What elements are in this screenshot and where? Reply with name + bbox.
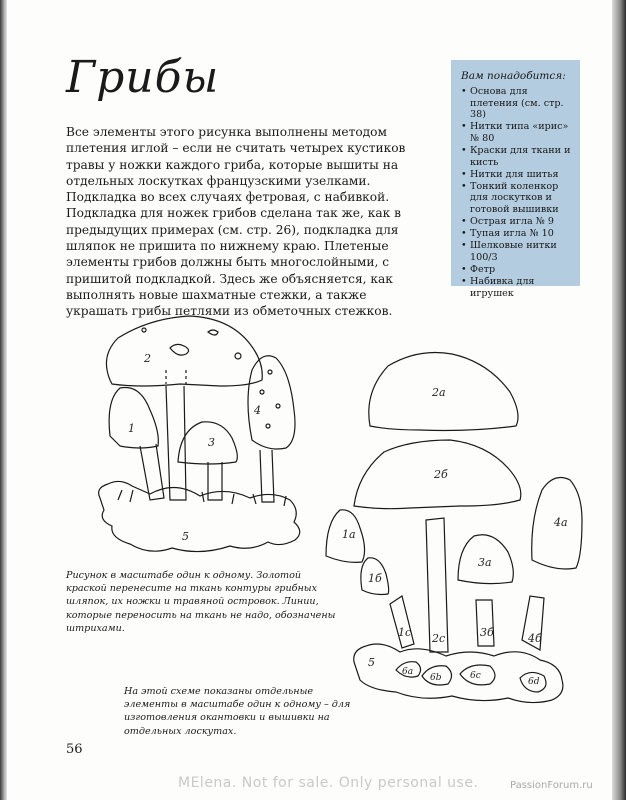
materials-item: • Краски для ткани и кисть bbox=[470, 145, 574, 168]
piece-label-6d: 6d bbox=[528, 677, 540, 687]
piece-label-4a: 4a bbox=[554, 516, 568, 529]
materials-item: • Фетр bbox=[470, 264, 574, 276]
piece-1c bbox=[390, 596, 414, 648]
assembled-label-3: 3 bbox=[208, 436, 215, 449]
piece-label-6b: 6b bbox=[430, 673, 442, 683]
piece-label-3b: 3б bbox=[480, 626, 494, 639]
piece-label-2b: 2б bbox=[434, 468, 448, 481]
piece-label-5: 5 bbox=[368, 656, 375, 669]
watermark-text: MElena. Not for sale. Only personal use. bbox=[178, 775, 479, 791]
page-number: 56 bbox=[66, 742, 83, 757]
materials-item: • Шелковые нитки 100/3 bbox=[470, 240, 574, 263]
page-title: Грибы bbox=[66, 52, 220, 103]
piece-label-6c: 6c bbox=[470, 671, 481, 681]
materials-item: • Основа для плетения (см. стр. 38) bbox=[470, 86, 574, 121]
assembled-label-4: 4 bbox=[254, 404, 261, 417]
piece-label-2a: 2a bbox=[432, 386, 446, 399]
piece-label-2c: 2c bbox=[432, 632, 446, 645]
piece-label-1a: 1a bbox=[342, 528, 356, 541]
piece-5 bbox=[354, 644, 563, 703]
materials-item: • Острая игла № 9 bbox=[470, 216, 574, 228]
piece-label-1c: 1c bbox=[398, 626, 412, 639]
piece-3b bbox=[476, 600, 494, 646]
site-watermark: PassionForum.ru bbox=[510, 780, 593, 791]
intro-paragraph: Все элементы этого рисунка выполнены методом плетения иглой – если не считать четырех кустиков травы у ножки каждого гриба, которые вышиты на отдельных лоскутках французскими узелками. Подкладка во всех случаях фетровая, с набивкой. Подкладка для ножек грибов сделана так же, как в предыдущих примерах (см. стр. 26), подкладка для шляпок не пришита по нижнему краю. Плетеные элементы грибов должны быть многослойными, с пришитой подкладкой. Здесь же объясняется, как выполнять новые шахматные стежки, а также украшать грибы петлями из обметочных стежков. bbox=[66, 125, 406, 319]
assembled-label-5: 5 bbox=[182, 530, 189, 543]
materials-heading: Вам понадобится: bbox=[461, 70, 566, 82]
materials-item: • Набивка для игрушек bbox=[470, 276, 574, 299]
assembled-label-1: 1 bbox=[128, 422, 135, 435]
piece-label-3a: 3a bbox=[478, 556, 492, 569]
piece-label-6a: 6a bbox=[402, 667, 414, 677]
materials-item: • Нитки для шитья bbox=[470, 169, 574, 181]
assembled-label-2: 2 bbox=[144, 352, 151, 365]
materials-item: • Тупая игла № 10 bbox=[470, 228, 574, 240]
caption-left: Рисунок в масштабе один к одному. Золотой краской перенесите на ткань контуры грибных шляпок, их ножки и травяной островок. Линии, которые переносить на ткань не надо, обозначены штрихами. bbox=[66, 570, 336, 634]
materials-item: • Нитки типа «ирис» № 80 bbox=[470, 121, 574, 144]
piece-label-1b: 1б bbox=[368, 572, 382, 585]
piece-label-4b: 4б bbox=[528, 632, 542, 645]
materials-item: • Тонкий коленкор для лоскутков и готовой вышивки bbox=[470, 181, 574, 216]
caption-right: На этой схеме показаны отдельные элементы в масштабе один к одному – для изготовления окантовки и вышивки на отдельных лоскутах. bbox=[124, 686, 351, 737]
